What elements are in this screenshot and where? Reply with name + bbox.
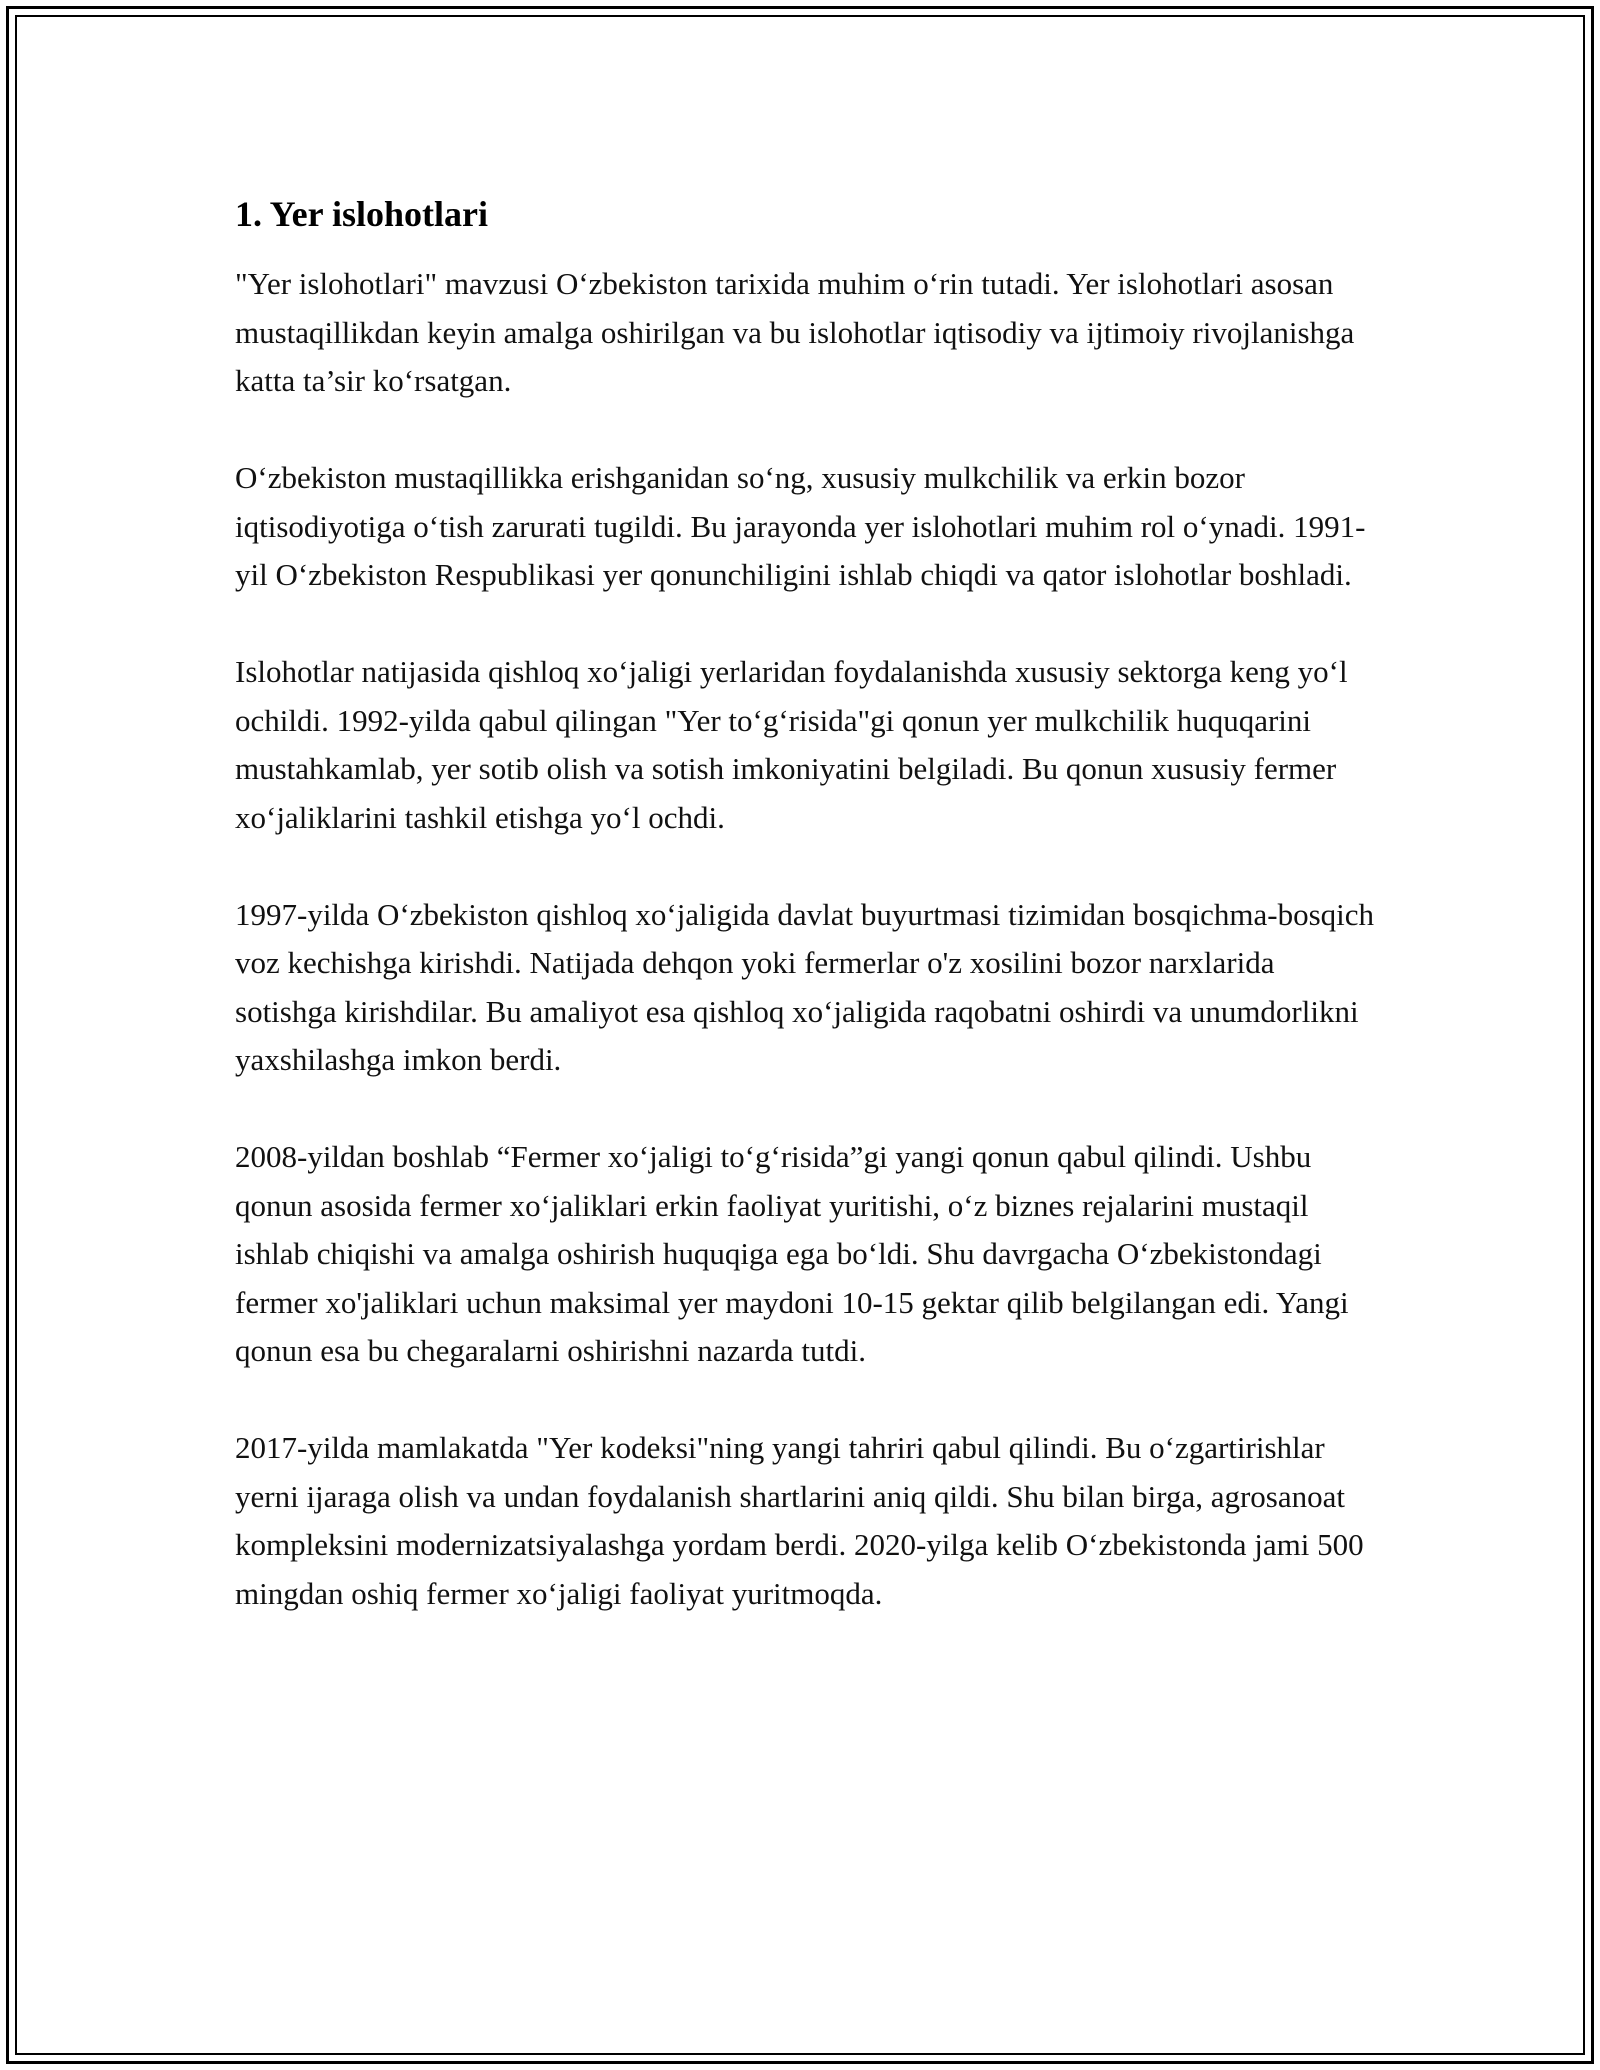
section-heading: 1. Yer islohotlari xyxy=(235,194,488,234)
paragraph-intro: "Yer islohotlari" mavzusi O‘zbekiston tarixida muhim o‘rin tutadi. Yer islohotlari asosan mustaqillikdan keyin amalga oshirilgan va bu islohotlar iqtisodiy va ijtimoiy rivojlanishga katta ta’sir ko‘rsatgan. xyxy=(235,266,1355,398)
document-body xyxy=(235,190,1375,1618)
paragraph-2008-law: 2008-yildan boshlab “Fermer xo‘jaligi to‘g‘risida”gi yangi qonun qabul qilindi. Ushbu qonun asosida fermer xo‘jaliklari erkin faoliyat yuritishi, o‘z biznes rejalarini mustaqil ishlab chiqishi va amalga oshirish huquqiga ega bo‘ldi. Shu davrgacha O‘zbekistondagi fermer xo'jaliklari uchun maksimal yer maydoni 10-15 gektar qilib belgilangan edi. Yangi qonun esa bu chegaralarni oshirishni nazarda tutdi. xyxy=(235,1139,1349,1368)
paragraph-independence: O‘zbekiston mustaqillikka erishganidan so‘ng, xususiy mulkchilik va erkin bozor iqtisodiyotiga o‘tish zarurati tugildi. Bu jarayonda yer islohotlari muhim rol o‘ynadi. 1991-yil O‘zbekiston Respublikasi yer qonunchiligini ishlab chiqdi va qator islohotlar boshladi. xyxy=(235,460,1366,592)
paragraph-1992-law: Islohotlar natijasida qishloq xo‘jaligi yerlaridan foydalanishda xususiy sektorga keng yo‘l ochildi. 1992-yilda qabul qilingan "Yer to‘g‘risida"gi qonun yer mulkchilik huquqarini mustahkamlab, yer sotib olish va sotish imkoniyatini belgiladi. Bu qonun xususiy fermer xo‘jaliklarini tashkil etishga yo‘l ochdi. xyxy=(235,654,1348,835)
paragraph-1997-reform: 1997-yilda O‘zbekiston qishloq xo‘jaligida davlat buyurtmasi tizimidan bosqichma-bosqich voz kechishga kirishdi. Natijada dehqon yoki fermerlar o'z xosilini bozor narxlarida sotishga kirishdilar. Bu amaliyot esa qishloq xo‘jaligida raqobatni oshirdi va unumdorlikni yaxshilashga imkon berdi. xyxy=(235,896,1375,1077)
paragraph-2017-code: 2017-yilda mamlakatda "Yer kodeksi"ning yangi tahriri qabul qilindi. Bu o‘zgartirishlar yerni ijaraga olish va undan foydalanish shartlarini aniq qildi. Shu bilan birga, agrosanoat kompleksini modernizatsiyalashga yordam berdi. 2020-yilga kelib O‘zbekistonda jami 500 mingdan oshiq fermer xo‘jaligi faoliyat yuritmoqda. xyxy=(235,1430,1364,1611)
